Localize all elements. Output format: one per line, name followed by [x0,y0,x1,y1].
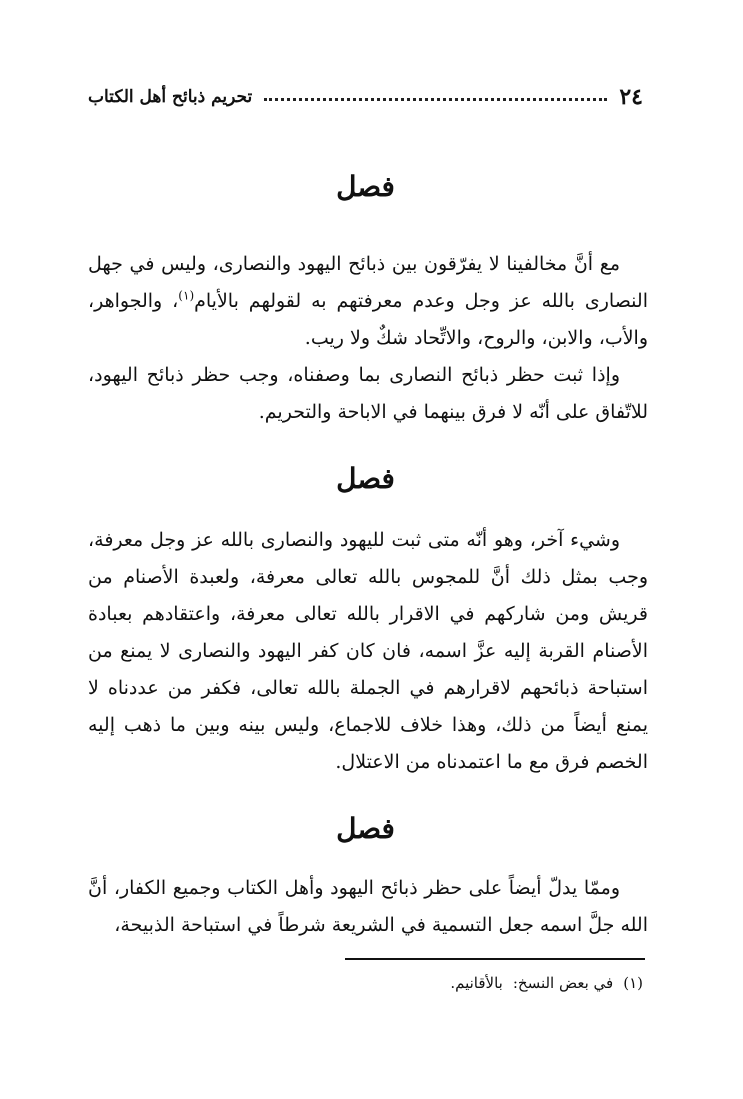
running-header [88,80,643,114]
footnote-reference: (١) [178,288,195,303]
running-title: تحريم ذبائح أهل الكتاب [88,87,253,107]
section-1-paragraph-1 [88,246,648,357]
footnote [300,970,643,996]
paragraph-text: مع أنَّ مخالفينا لا يفرّقون بين ذبائح اليهود والنصارى، وليس في جهل النصارى بالله عز وجل وعدم معرفتهم به لقولهم بالأيام [88,253,648,312]
section-3-paragraph-1: وممّا يدلّ أيضاً على حظر ذبائح اليهود وأهل الكتاب وجميع الكفار، أنَّ الله جلَّ اسمه جعل التسمية في الشريعة شرطاً في استباحة الذبيحة، [88,877,648,936]
page-number: ٢٤ [619,84,643,110]
paragraph-text-continued: ، والجواهر، والأب، والابن، والروح، والاتِّحاد شكٌ ولا ريب. [88,290,648,349]
section-2-paragraph-1: وشيء آخر، وهو أنّه متى ثبت لليهود والنصارى بالله عز وجل معرفة، وجب بمثل ذلك أنَّ للمجوس بالله تعالى معرفة، ولعبدة الأصنام من قريش ومن شاركهم في الاقرار بالله تعالى معرفة، واعتقادهم بعبادة الأصنام القربة إليه عزَّ اسمه، فان كان كفر اليهود والنصارى لا يمنع من استباحة ذبائحهم لاقرارهم في الجملة بالله تعالى، فكفر من عددناه لا يمنع أيضاً من ذلك، وهذا خلاف للاجماع، وليس بينه وبين ما ذهب إليه الخصم فرق مع ما اعتمدناه من الاعتلال. [88,529,648,773]
section-heading-1: فصل [336,170,395,203]
footnote-separator [345,958,645,960]
footnote-lead: في بعض النسخ: [512,974,614,992]
section-heading-3: فصل [336,812,395,845]
footnote-text: بالأقانيم. [450,974,503,992]
footnote-number: (١) [623,974,643,992]
section-heading-2: فصل [336,462,395,495]
header-dot-leader [264,98,607,101]
section-1-paragraph-2: وإذا ثبت حظر ذبائح النصارى بما وصفناه، وجب حظر ذبائح اليهود، للاتّفاق على أنّه لا فرق بينهما في الاباحة والتحريم. [88,364,648,423]
